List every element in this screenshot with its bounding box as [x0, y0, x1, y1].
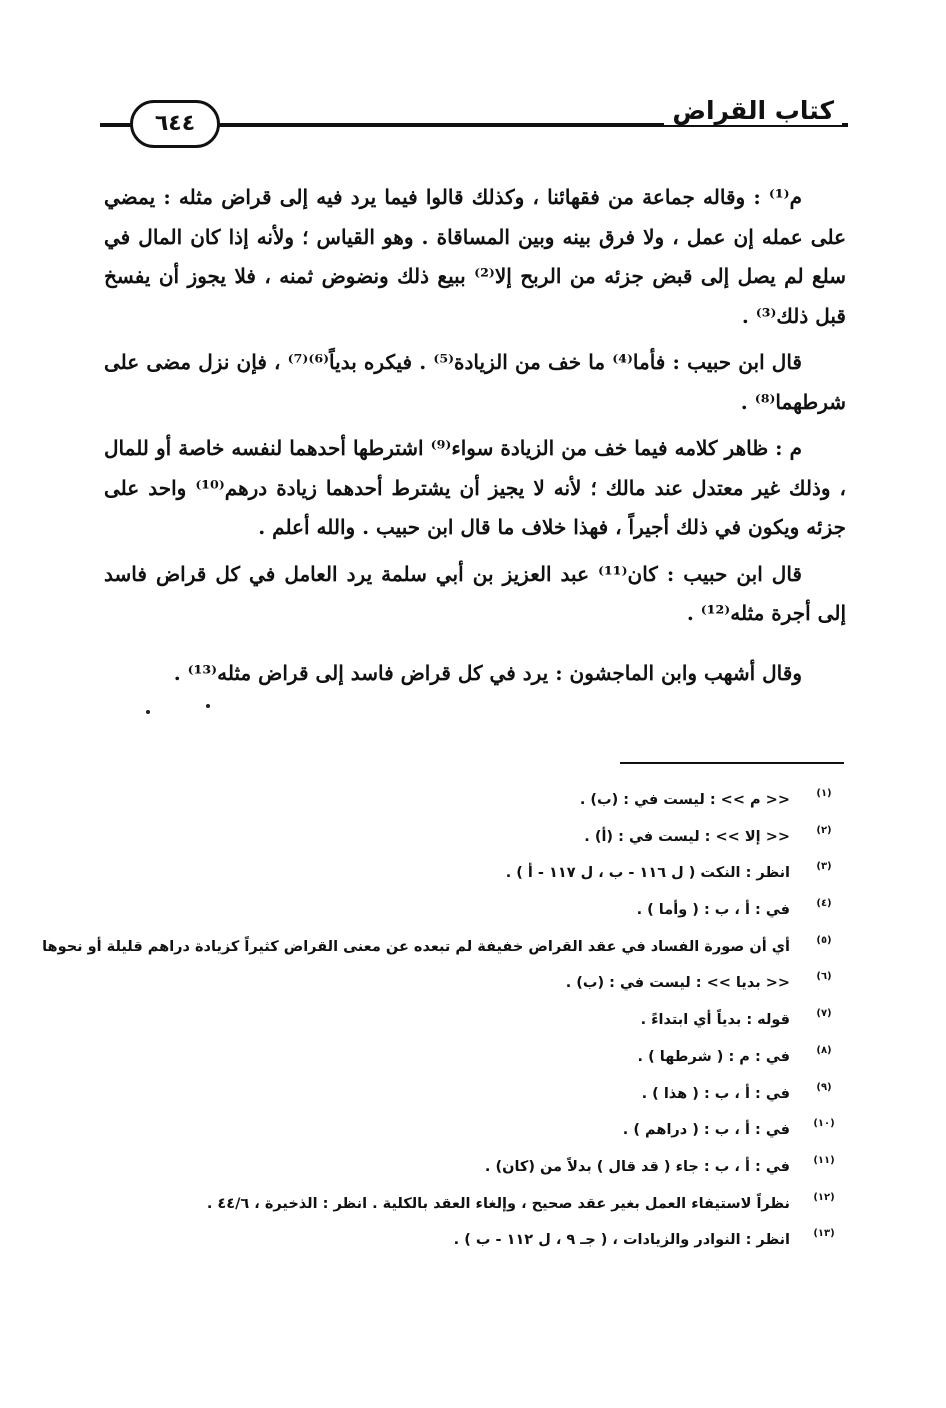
footnote — [100, 819, 842, 856]
footnote — [100, 855, 842, 892]
paragraph-1: م⁽¹⁾ : وقاله جماعة من فقهائنا ، وكذلك قالوا فيما يرد فيه إلى قراض مثله : يمضي على عمله إن عمل ، ولا فرق بينه وبين المساقاة . وهو القياس ؛ ولأنه إذا كان المال في سلع لم يصل إلى قبض جزئه من الربح إلا⁽²⁾ ببيع ذلك ونضوض ثمنه ، فلا يجوز أن يفسخ قبل ذلك⁽³⁾ . — [104, 185, 846, 328]
footnote-separator — [620, 762, 844, 764]
paragraph-4: قال ابن حبيب : كان⁽¹¹⁾ عبد العزيز بن أبي سلمة يرد العامل في كل قراض فاسد إلى أجرة مثله⁽¹²⁾ . — [104, 561, 846, 625]
footnote-number: (١١) — [813, 1154, 835, 1166]
footnote — [100, 1149, 842, 1186]
footnote-number: (٢) — [816, 824, 832, 836]
main-text — [104, 178, 846, 700]
footnote-text: << إلا >> : ليست في : (أ) . — [584, 828, 790, 845]
footnote-number: (٦) — [816, 971, 832, 983]
footnote-text: << بديا >> : ليست في : (ب) . — [565, 975, 790, 992]
page-number: ٦٤٤ — [130, 100, 220, 148]
paragraph-2: قال ابن حبيب : فأما⁽⁴⁾ ما خف من الزيادة⁽⁵⁾ . فيكره بدياً⁽⁶⁾⁽⁷⁾ ، فإن نزل مضى على شرطهما⁽⁸⁾ . — [104, 350, 846, 414]
paragraph-3: م : ظاهر كلامه فيما خف من الزيادة سواء⁽⁹⁾ اشترطها أحدهما لنفسه خاصة أو للمال ، وذلك غير معتدل عند مالك ؛ لأنه لا يجيز أن يشترط أحدهما زيادة درهم⁽¹⁰⁾ واحد على جزئه ويكون في ذلك أجيراً ، فهذا خلاف ما قال ابن حبيب . والله أعلم . — [104, 436, 846, 539]
footnote-text: في : أ ، ب : ( وأما ) . — [636, 902, 790, 919]
footnote-text: نظراً لاستيفاء العمل بغير عقد صحيح ، وإلغاء العقد بالكلية . انظر : الذخيرة ، ٤٤/٦ . — [206, 1195, 790, 1212]
footnote-number: (٤) — [816, 898, 832, 910]
book-title: كتاب القراض — [664, 96, 842, 125]
footnote — [100, 892, 842, 929]
footnote-number: (١٠) — [813, 1118, 835, 1130]
footnote-number: (٩) — [816, 1081, 832, 1093]
footnote-number: (١٣) — [813, 1228, 835, 1240]
scan-speck — [206, 704, 210, 708]
footnote-number: (٨) — [816, 1044, 832, 1056]
footnote-number: (٣) — [816, 861, 832, 873]
footnote-text: أي أن صورة الفساد في عقد القراض خفيفة لم تبعده عن معنى القراض كثيراً كزيادة دراهم قليلة أو نحوها — [42, 938, 790, 955]
footnote-text: في : أ ، ب : ( دراهم ) . — [622, 1122, 790, 1139]
paragraph-5: وقال أشهب وابن الماجشون : يرد في كل قراض فاسد إلى قراض مثله⁽¹³⁾ . — [173, 660, 802, 685]
footnote — [100, 1002, 842, 1039]
footnotes — [42, 782, 842, 1259]
footnote — [100, 1039, 842, 1076]
footnote — [100, 1076, 842, 1113]
footnote-text: في : أ ، ب : جاء ( قد قال ) بدلاً من (كان) . — [484, 1158, 790, 1175]
footnote — [100, 1112, 842, 1149]
footnote-text: انظر : النوادر والزيادات ، ( جـ ٩ ، ل ١١٢ - ب ) . — [453, 1232, 790, 1249]
footnote — [42, 929, 842, 966]
page-header — [100, 92, 848, 156]
footnote-number: (٥) — [816, 934, 832, 946]
footnote-text: انظر : النكت ( ل ١١٦ - ب ، ل ١١٧ - أ ) . — [505, 865, 790, 882]
footnote-number: (١) — [816, 788, 832, 799]
footnote-number: (٧) — [816, 1008, 832, 1020]
footnote — [100, 1222, 842, 1259]
footnote-text: << م >> : ليست في : (ب) . — [579, 792, 790, 808]
footnote — [100, 1186, 842, 1223]
footnote-number: (١٢) — [813, 1191, 835, 1203]
footnote-text: في : م : ( شرطها ) . — [637, 1048, 790, 1065]
footnote — [100, 965, 842, 1002]
footnote-text: في : أ ، ب : ( هذا ) . — [641, 1085, 790, 1102]
scan-speck — [146, 710, 150, 714]
footnote — [100, 782, 842, 819]
footnote-text: قوله : بدياً أي ابتداءً . — [640, 1012, 790, 1029]
